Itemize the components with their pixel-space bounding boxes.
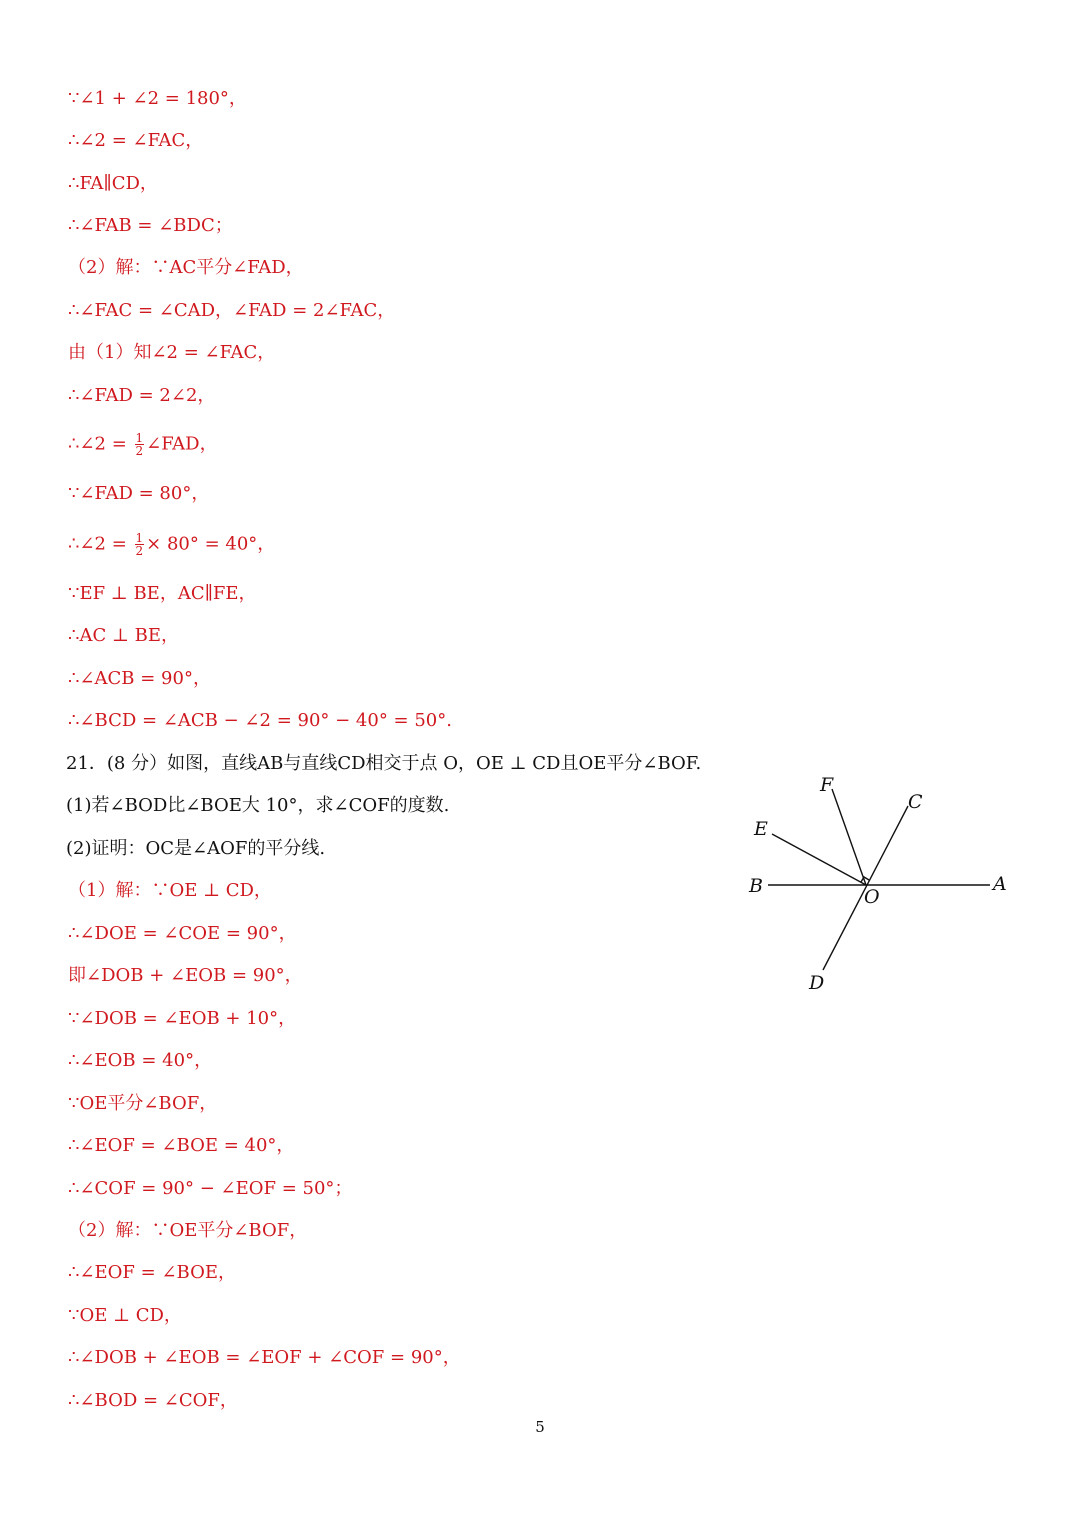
- solution-line: ∴∠ACB = 90°，: [68, 668, 211, 689]
- question-stem: 21．(8 分）如图，直线AB与直线CD相交于点 O，OE ⊥ CD且OE平分∠BOF.: [66, 753, 702, 774]
- label-c: C: [908, 791, 923, 813]
- fraction-prefix: ∴∠2 =: [68, 433, 133, 455]
- solution-line: ∴∠EOF = ∠BOE = 40°，: [68, 1135, 295, 1156]
- ray-of: [832, 789, 866, 885]
- solution-line: ∴∠DOE = ∠COE = 90°，: [68, 923, 297, 944]
- solution-line: ∴∠2 = ∠FAC，: [68, 130, 204, 151]
- solution-line: ∴∠FAB = ∠BDC；: [68, 215, 233, 236]
- solution-line: ∴∠EOF = ∠BOE，: [68, 1262, 236, 1283]
- fraction-numerator: 1: [135, 531, 144, 545]
- fraction-suffix: × 80° = 40°，: [146, 533, 276, 555]
- solution-line: ∵∠FAD = 80°，: [68, 483, 210, 504]
- solution-line-fraction: [68, 532, 275, 557]
- label-f: F: [820, 774, 834, 796]
- solution-line: （2）解：∵AC平分∠FAD，: [68, 257, 304, 278]
- solution-line: ∴∠DOB + ∠EOB = ∠EOF + ∠COF = 90°，: [68, 1347, 461, 1368]
- fraction-suffix: ∠FAD，: [146, 433, 218, 455]
- solution-line-fraction: [68, 432, 218, 457]
- solution-line: ∴AC ⊥ BE，: [68, 625, 179, 646]
- solution-line: ∴∠FAD = 2∠2，: [68, 385, 216, 406]
- solution-line: 即∠DOB + ∠EOB = 90°，: [68, 965, 303, 986]
- solution-line: ∴∠BCD = ∠ACB − ∠2 = 90° − 40° = 50°.: [68, 710, 452, 731]
- solution-line: ∴∠COF = 90° − ∠EOF = 50°；: [68, 1178, 353, 1199]
- solution-line: 由（1）知∠2 = ∠FAC，: [68, 342, 276, 363]
- fraction-denominator: 2: [135, 444, 144, 458]
- solution-line: ∴∠FAC = ∠CAD，∠FAD = 2∠FAC，: [68, 300, 396, 321]
- fraction-prefix: ∴∠2 =: [68, 533, 133, 555]
- label-o: O: [864, 886, 880, 908]
- page-number: 5: [535, 1418, 545, 1436]
- solution-line: ∵∠DOB = ∠EOB + 10°，: [68, 1008, 297, 1029]
- fraction-numerator: 1: [135, 431, 144, 445]
- solution-line: ∵OE ⊥ CD，: [68, 1305, 182, 1326]
- fraction: [135, 532, 145, 557]
- fraction: [135, 432, 145, 457]
- solution-line: ∵EF ⊥ BE，AC∥FE，: [68, 583, 257, 604]
- solution-line: ∴∠BOD = ∠COF，: [68, 1390, 238, 1411]
- question-part-1: (1)若∠BOD比∠BOE大 10°，求∠COF的度数.: [66, 795, 450, 816]
- label-d: D: [809, 972, 825, 994]
- label-e: E: [754, 818, 768, 840]
- solution-line: ∵OE平分∠BOF，: [68, 1093, 218, 1114]
- solution-line: （1）解：∵OE ⊥ CD，: [68, 880, 272, 901]
- solution-line: ∵∠1 + ∠2 = 180°，: [68, 88, 247, 109]
- geometry-figure: [740, 770, 1020, 1000]
- question-part-2: (2)证明：OC是∠AOF的平分线.: [66, 838, 326, 859]
- label-a: A: [993, 873, 1007, 895]
- fraction-denominator: 2: [135, 544, 144, 558]
- ray-oe: [772, 834, 866, 885]
- solution-line: （2）解：∵OE平分∠BOF，: [68, 1220, 308, 1241]
- solution-line: ∴FA∥CD，: [68, 173, 158, 194]
- solution-line: ∴∠EOB = 40°，: [68, 1050, 213, 1071]
- label-b: B: [749, 875, 763, 897]
